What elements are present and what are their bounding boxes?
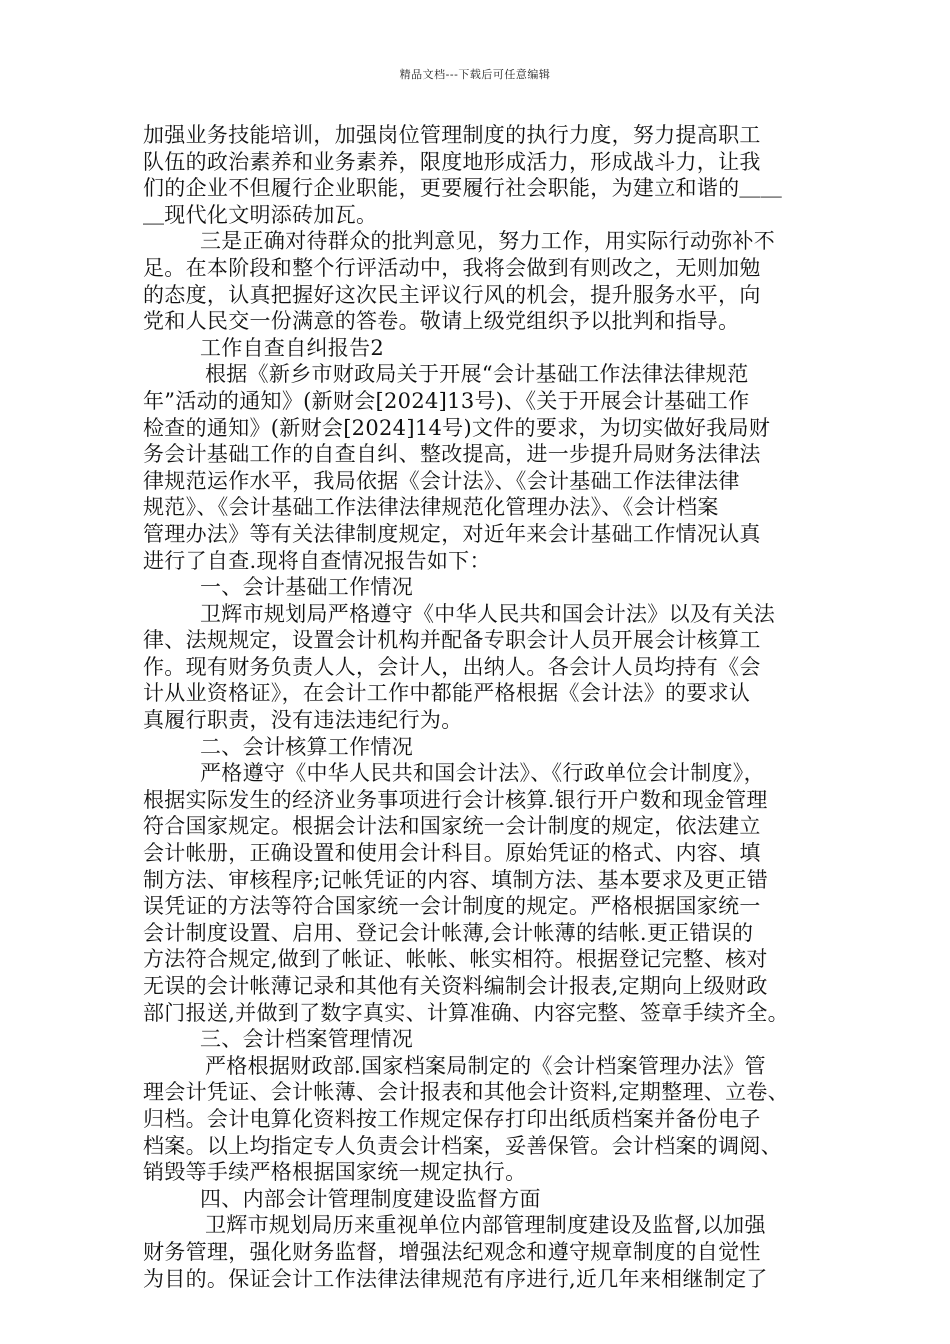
text-line: 加强业务技能培训，加强岗位管理制度的执行力度，努力提高职工 [143,123,761,147]
text-line: 律规范运作水平，我局依据《会计法》、《会计基础工作法律法律 [143,468,740,493]
text-line: 计从业资格证》，在会计工作中都能严格根据《会计法》的要求认 [143,681,751,706]
text-line: 档案。以上均指定专人负责会计档案，妥善保管。会计档案的调阅、 [143,1133,782,1158]
text-line: 符合国家规定。根据会计法和国家统一会计制度的规定，依法建立 [143,814,761,839]
text-line: 根据实际发生的经济业务事项进行会计核算.银行开户数和现金管理 [143,787,768,812]
text-line: 严格遵守《中华人民共和国会计法》、《行政单位会计制度》， [200,761,765,786]
text-line: ＿现代化文明添砖加瓦。 [143,202,378,227]
text-line: 务会计基础工作的自查自纠、整改提高，进一步提升局财务法律法 [143,442,761,467]
text-line: 会计制度设置、启用、登记会计帐薄,会计帐薄的结帐.更正错误的 [143,920,754,945]
text-line: 理会计凭证、会计帐薄、会计报表和其他会计资料,定期整理、立卷、 [143,1080,789,1105]
text-line: 进行了自查.现将自查情况报告如下： [143,548,491,573]
text-line: 规范》、《会计基础工作法律法律规范化管理办法》、《会计档案 [143,495,719,520]
text-line: 足。在本阶段和整个行评活动中，我将会做到有则改之，无则加勉 [143,255,761,280]
text-line: 二、会计核算工作情况 [200,734,413,759]
text-line: 们的企业不但履行企业职能，更要履行社会职能，为建立和谐的＿＿ [143,176,782,201]
text-line: 一、会计基础工作情况 [200,575,413,600]
document-body [143,122,807,1292]
text-line: 为目的。保证会计工作法律法律规范有序进行,近几年来相继制定了 [143,1266,768,1291]
text-line: 卫辉市规划局历来重视单位内部管理制度建设及监督,以加强 [205,1213,766,1238]
text-line: 队伍的政治素养和业务素养，限度地形成活力，形成战斗力，让我 [143,149,761,174]
text-line: 的态度，认真把握好这次民主评议行风的机会，提升服务水平，向 [143,282,761,307]
text-line: 卫辉市规划局严格遵守《中华人民共和国会计法》以及有关法 [200,601,776,626]
text-line: 律、法规规定，设置会计机构并配备专职会计人员开展会计核算工 [143,628,761,653]
text-line: 年”活动的通知》(新财会[2024]13号)、《关于开展会计基础工作 [143,388,750,413]
text-line: 四、内部会计管理制度建设监督方面 [200,1186,541,1211]
text-line: 归档。会计电算化资料按工作规定保存打印出纸质档案并备份电子 [143,1106,761,1131]
text-line: 误凭证的方法等符合国家统一会计制度的规定。严格根据国家统一 [143,894,761,919]
text-line: 三是正确对待群众的批判意见，努力工作，用实际行动弥补不 [200,229,776,254]
text-line: 方法符合规定,做到了帐证、帐帐、帐实相符。根据登记完整、核对 [143,947,768,972]
text-line: 部门报送,并做到了数字真实、计算准确、内容完整、签章手续齐全。 [143,1000,789,1025]
text-line: 根据《新乡市财政局关于开展“会计基础工作法律法律规范 [205,362,749,387]
text-line: 工作自查自纠报告2 [200,335,385,360]
text-line: 党和人民交一份满意的答卷。敬请上级党组织予以批判和指导。 [143,309,740,334]
text-line: 检查的通知》(新财会[2024]14号)文件的要求，为切实做好我局财 [143,415,771,440]
text-line: 作。现有财务负责人人，会计人，出纳人。各会计人员均持有《会 [143,654,761,679]
page-header-note: 精品文档---下载后可任意编辑 [399,68,551,81]
text-line: 财务管理，强化财务监督，增强法纪观念和遵守规章制度的自觉性 [143,1239,761,1264]
text-line: 销毁等手续严格根据国家统一规定执行。 [143,1160,527,1185]
text-line: 三、会计档案管理情况 [200,1027,413,1052]
text-line: 管理办法》等有关法律制度规定，对近年来会计基础工作情况认真 [143,521,761,546]
text-line: 无误的会计帐薄记录和其他有关资料编制会计报表,定期向上级财政 [143,974,768,998]
text-line: 制方法、审核程序;记帐凭证的内容、填制方法、基本要求及更正错 [143,867,769,892]
text-line: 严格根据财政部.国家档案局制定的《会计档案管理办法》管 [205,1053,766,1078]
text-line: 会计帐册，正确设置和使用会计科目。原始凭证的格式、内容、填 [143,841,761,866]
text-line: 真履行职责，没有违法违纪行为。 [143,708,463,733]
